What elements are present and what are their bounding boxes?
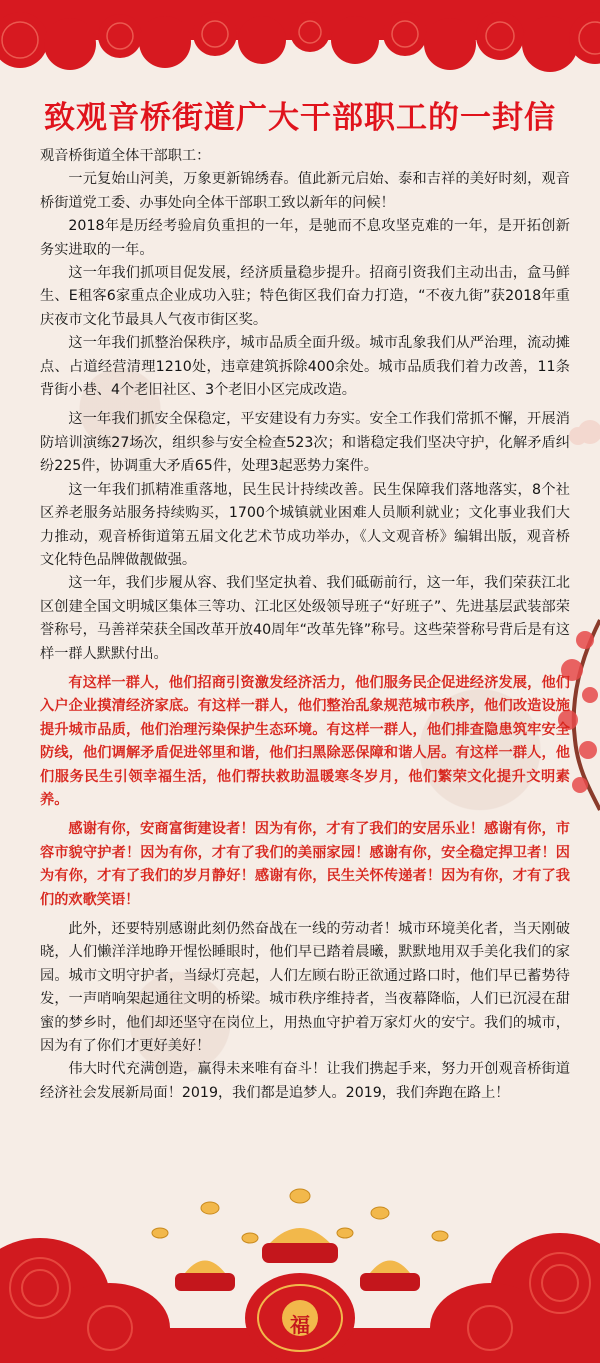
paragraph: 这一年我们抓整治保秩序，城市品质全面升级。城市乱象我们从严治理，流动摊点、占道经营清理1210处，违章建筑拆除400余处。城市品质我们着力改善，11条背街小巷、4个老旧社区、3个老旧小区完成改造。 — [40, 335, 570, 399]
closing-paragraph: 此外，还要特别感谢此刻仍然奋战在一线的劳动者！城市环境美化者，当天刚破晓，人们懒洋洋地睁开惺忪睡眼时，他们早已踏着晨曦，默默地用双手美化我们的家园。城市文明守护者，当绿灯亮起，人们左顾右盼正欲通过路口时，他们早已蓄势待发，一声哨响架起通往文明的桥梁。城市秩序维持者，当夜幕降临，人们已沉浸在甜蜜的梦乡时，他们却还坚守在岗位上，用热血守护着万家灯火的安宁。我们的城市，因为有了你们才更好美好！ — [40, 921, 570, 1055]
paragraph: 这一年我们抓项目促发展，经济质量稳步提升。招商引资我们主动出击，盒马鲜生、E租客6家重点企业成功入驻；特色街区我们奋力打造，“不夜九街”获2018年重庆夜市文化节最具人气夜市街区奖。 — [40, 265, 570, 328]
paragraph: 这一年，我们步履从容、我们坚定执着、我们砥砺前行，这一年，我们荣获江北区创建全国文明城区集体三等功、江北区处级领导班子“好班子”、先进基层武装部荣誉称号，马善祥荣获全国改革开放40周年“改革先锋”称号。这些荣誉称号背后是有这样一群人默默付出。 — [40, 575, 570, 662]
closing-paragraph: 伟大时代充满创造，赢得未来唯有奋斗！让我们携起手来，努力开创观音桥街道经济社会发展新局面！2019，我们都是追梦人。2019，我们奔跑在路上！ — [40, 1061, 570, 1101]
paragraph: 这一年我们抓精准重落地，民生民计持续改善。民生保障我们落地落实，8个社区养老服务站服务持续购买，1700个城镇就业困难人员顺利就业；文化事业我们大力推动，观音桥街道第五届文化艺术节成功举办，《人文观音桥》编辑出版，观音桥文化特色品牌做靓做强。 — [40, 481, 570, 568]
letter-body — [40, 145, 570, 1105]
page-title: 致观音桥街道广大干部职工的一封信 — [44, 100, 556, 136]
highlight-paragraph: 有这样一群人，他们招商引资激发经济活力，他们服务民企促进经济发展，他们入户企业摸清经济家底。有这样一群人，他们整治乱象规范城市秩序，他们改造设施提升城市品质，他们治理污染保护生态环境。有这样一群人，他们排查隐患筑牢安全防线，他们调解矛盾促进邻里和谐，他们扫黑除恶保障和谐人居。有这样一群人，他们服务民生引领幸福生活，他们帮扶救助温暖寒冬岁月，他们繁荣文化提升文明素养。 — [40, 674, 570, 808]
top-cloud-border — [0, 0, 600, 78]
highlight-paragraph: 感谢有你，安商富街建设者！因为有你，才有了我们的安居乐业！感谢有你，市容市貌守护者！因为有你，才有了我们的美丽家园！感谢有你，安全稳定捍卫者！因为有你，才有了我们的岁月静好！感谢有你，民生关怀传递者！因为有你，才有了我们的欢歌笑语！ — [40, 821, 570, 908]
fu-character: 福 — [290, 1313, 310, 1337]
paragraph: 这一年我们抓安全保稳定，平安建设有力夯实。安全工作我们常抓不懈，开展消防培训演练27场次，组织参与安全检查523次；和谐稳定我们坚决守护，化解矛盾纠纷225件，协调重大矛盾65件，处理3起恶势力案件。 — [40, 411, 570, 475]
paragraph: 一元复始山河美，万象更新锦绣春。值此新元启始、泰和吉祥的美好时刻，观音桥街道党工委、办事处向全体干部职工致以新年的问候！ — [40, 171, 570, 211]
paragraph: 2018年是历经考验肩负重担的一年，是驰而不息攻坚克难的一年，是开拓创新务实进取的一年。 — [40, 218, 570, 258]
letter-greeting: 观音桥街道全体干部职工： — [40, 148, 211, 164]
